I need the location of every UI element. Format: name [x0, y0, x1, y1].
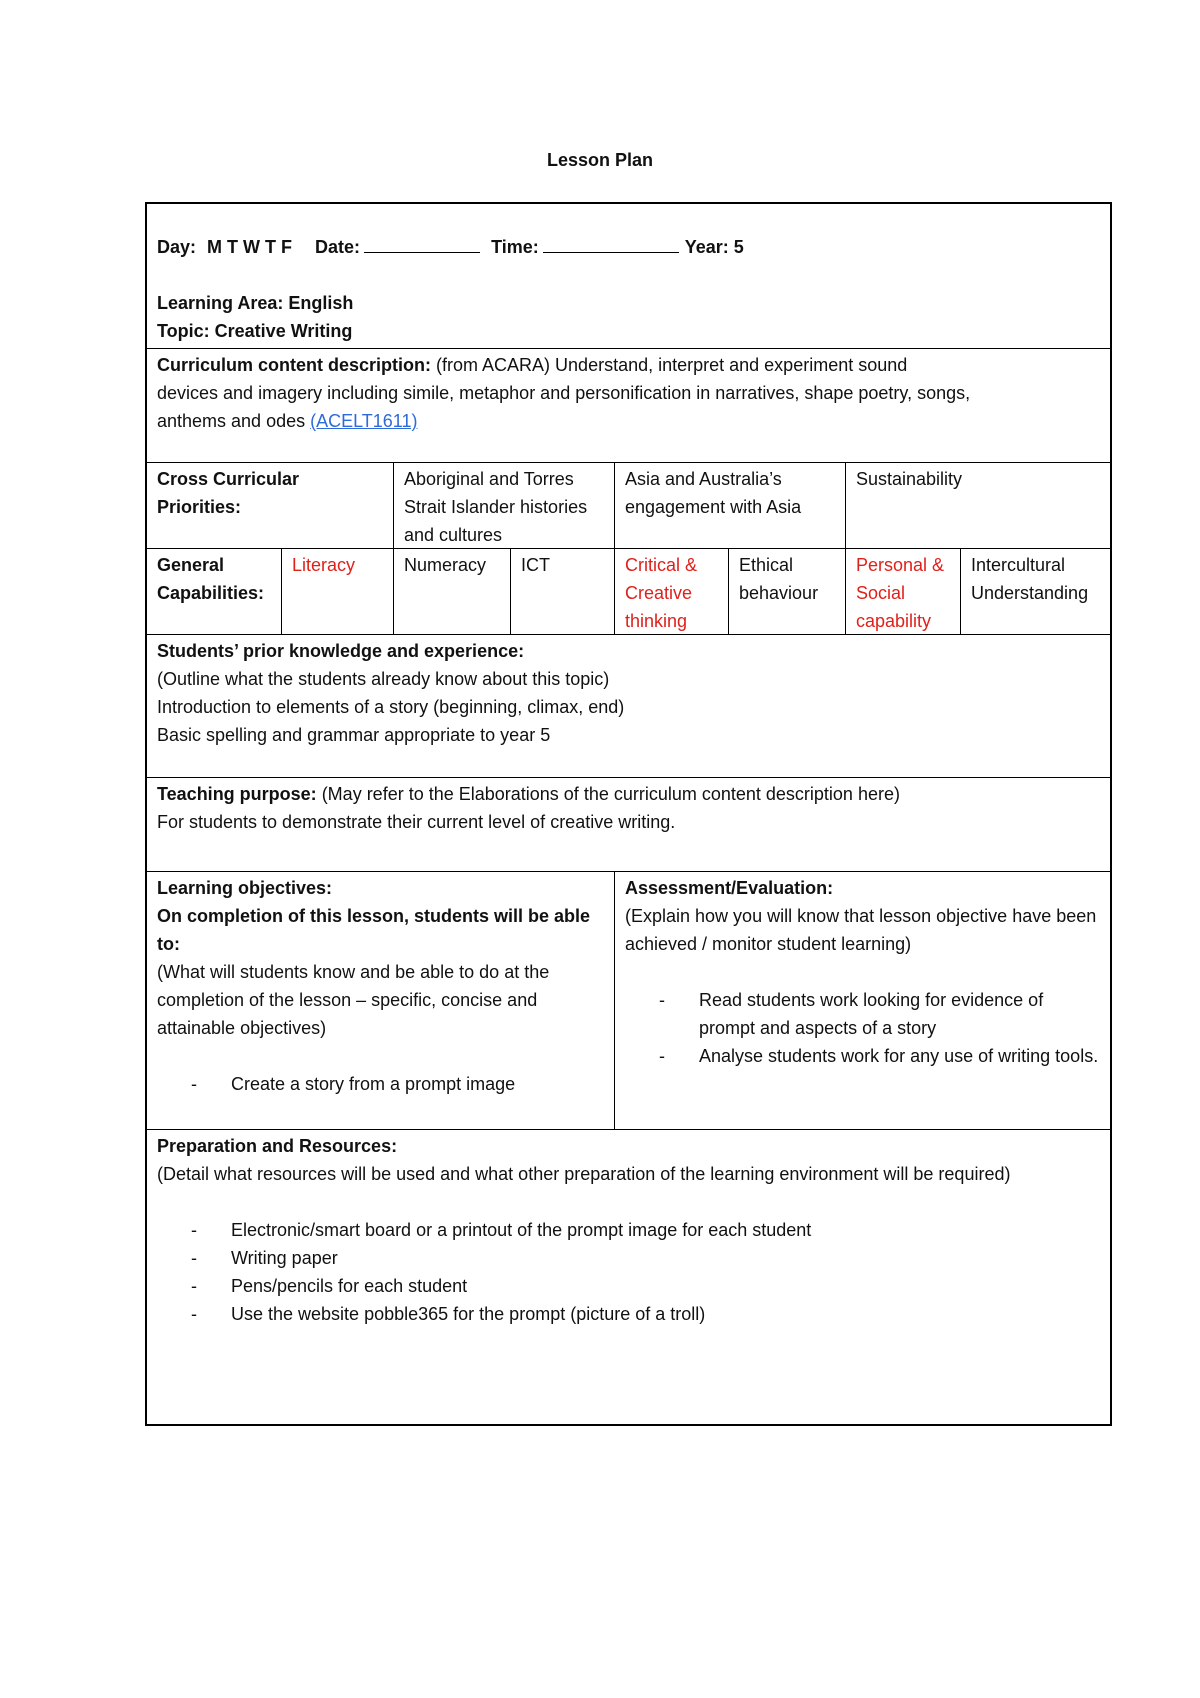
- time-label: Time:: [491, 237, 539, 257]
- prior-knowledge-row: [147, 635, 1110, 778]
- topic: Topic: Creative Writing: [157, 321, 353, 341]
- teaching-purpose-text: (May refer to the Elaborations of the curriculum content description here): [316, 784, 900, 804]
- curriculum-text-2: devices and imagery including simile, metaphor and personification in narratives, shape poetry, songs,: [157, 383, 971, 403]
- preparation-note: (Detail what resources will be used and what other preparation of the learning environment will be required): [157, 1164, 1011, 1184]
- learning-area: Learning Area: English: [157, 293, 354, 313]
- learning-objectives-bold: On completion of this lesson, students will be able to:: [157, 906, 591, 954]
- learning-objectives-note: (What will students know and be able to do at the completion of the lesson – specific, concise and attainable objectives): [157, 962, 550, 1038]
- prior-knowledge-label: Students’ prior knowledge and experience:: [157, 641, 525, 661]
- capability-personal-social: Personal & Social capability: [845, 549, 960, 634]
- objectives-assessment-row: [147, 872, 1110, 1130]
- curriculum-text-3: anthems and odes: [157, 411, 311, 431]
- time-blank: [543, 232, 679, 253]
- capability-intercultural: Intercultural Understanding: [960, 549, 1110, 634]
- learning-objectives-label: Learning objectives:: [157, 878, 333, 898]
- list-item: - Create a story from a prompt image: [191, 1074, 516, 1094]
- priority-sustainability: Sustainability: [845, 463, 1110, 548]
- prior-knowledge-line: Basic spelling and grammar appropriate to year 5: [157, 725, 551, 745]
- preparation-row: [147, 1130, 1110, 1424]
- list-item: - Pens/pencils for each student: [191, 1276, 468, 1296]
- cross-curricular-label: Cross Curricular Priorities:: [157, 469, 300, 517]
- curriculum-label: Curriculum content description:: [157, 355, 432, 375]
- teaching-purpose-line2: For students to demonstrate their current level of creative writing.: [157, 812, 676, 832]
- list-item: - Analyse students work for any use of writing tools.: [659, 1046, 1099, 1066]
- year-label: Year: 5: [684, 237, 744, 257]
- list-item: - Electronic/smart board or a printout of the prompt image for each student: [191, 1220, 812, 1240]
- lesson-plan-table: [145, 202, 1112, 1426]
- prior-knowledge-line: (Outline what the students already know about this topic): [157, 669, 610, 689]
- capability-literacy: Literacy: [281, 549, 393, 634]
- assessment-label: Assessment/Evaluation:: [625, 878, 834, 898]
- list-item: - Writing paper: [191, 1248, 338, 1268]
- list-item: - Use the website pobble365 for the prompt (picture of a troll): [191, 1304, 706, 1324]
- header-row: [147, 204, 1110, 349]
- preparation-label: Preparation and Resources:: [157, 1136, 398, 1156]
- acelt1611-link[interactable]: (ACELT1611): [310, 411, 418, 431]
- list-item: - Read students work looking for evidence of prompt and aspects of a story: [659, 990, 1044, 1038]
- capability-critical-creative: Critical & Creative thinking: [614, 549, 728, 634]
- teaching-purpose-label: Teaching purpose:: [157, 784, 317, 804]
- cross-curricular-row: [147, 463, 1110, 549]
- general-capabilities-label: General Capabilities:: [157, 555, 265, 603]
- curriculum-row: [147, 349, 1110, 463]
- date-label: Date:: [315, 237, 361, 257]
- day-value: M T W T F: [207, 237, 293, 257]
- general-capabilities-row: [147, 549, 1110, 635]
- capability-ethical: Ethical behaviour: [728, 549, 845, 634]
- teaching-purpose-row: [147, 778, 1110, 872]
- day-label: Day:: [157, 237, 197, 257]
- curriculum-text-1: (from ACARA) Understand, interpret and experiment sound: [431, 355, 908, 375]
- priority-asia: Asia and Australia’s engagement with Asia: [614, 463, 845, 548]
- date-blank: [364, 232, 480, 253]
- capability-numeracy: Numeracy: [393, 549, 510, 634]
- assessment-note: (Explain how you will know that lesson objective have been achieved / monitor student learning): [625, 906, 1097, 954]
- prior-knowledge-line: Introduction to elements of a story (beginning, climax, end): [157, 697, 625, 717]
- capability-ict: ICT: [510, 549, 614, 634]
- page-title: Lesson Plan: [546, 150, 654, 170]
- priority-atsi: Aboriginal and Torres Strait Islander histories and cultures: [393, 463, 614, 548]
